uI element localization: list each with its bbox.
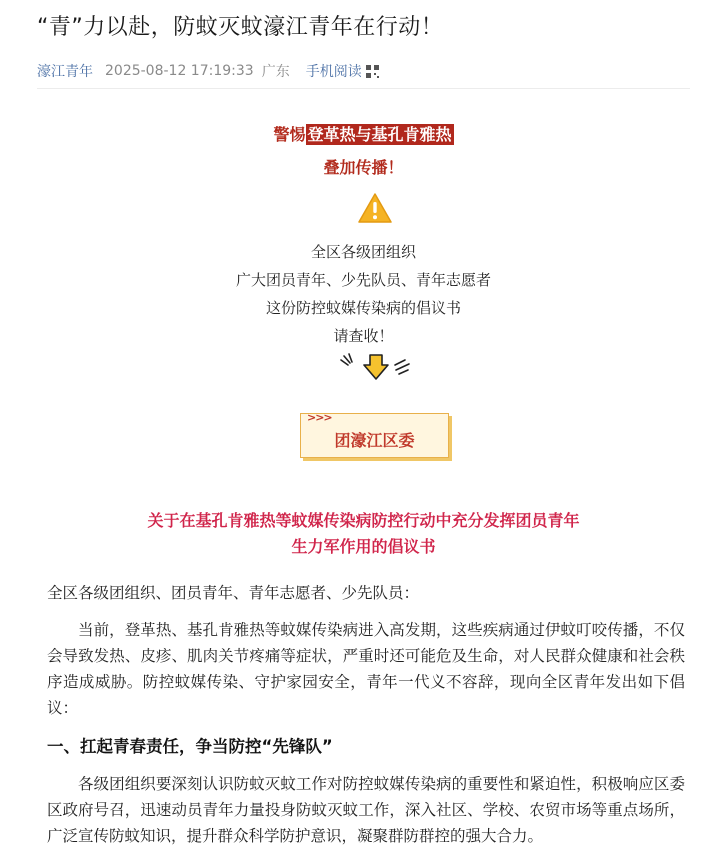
section-heading-1: 一、扛起青春责任，争当防控“先锋队” <box>47 737 333 756</box>
document-title-line-1: 关于在基孔肯雅热等蚊媒传染病防控行动中充分发挥团员青年 <box>147 511 580 530</box>
badge-chevrons: >>> <box>307 411 332 424</box>
warning-headline <box>0 122 727 145</box>
paragraph-1: 当前，登革热、基孔肯雅热等蚊媒传染病进入高发期，这些疾病通过伊蚊叮咬传播，不仅会导致发热、皮疹、肌肉关节疼痛等症状，严重时还可能危及生命，对人民群众健康和社会秩序造成威胁。防控蚊媒传染、守护家园安全，青年一代义不容辞，现向全区青年发出如下倡议： <box>47 621 685 717</box>
header-divider <box>37 88 690 89</box>
paragraph-2: 各级团组织要深刻认识防蚊灭蚊工作对防控蚊媒传染病的重要性和紧迫性，积极响应区委区政府号召，迅速动员青年力量投身防蚊灭蚊工作，深入社区、学校、农贸市场等重点场所，广泛宣传防蚊知识，提升群众科学防护意识，凝聚群防群控的强大合力。 <box>47 775 685 845</box>
intro-line-3: 这份防控蚊媒传染病的倡议书 <box>265 299 461 317</box>
mobile-read-link[interactable]: 手机阅读 <box>305 64 362 80</box>
document-title-line-2: 生力军作用的倡议书 <box>291 537 436 556</box>
publish-time: 2025-08-12 17:19:33 <box>105 63 254 79</box>
intro-line-1: 全区各级团组织 <box>310 243 416 261</box>
spread-notice: 叠加传播！ <box>323 158 404 177</box>
article-title: “青”力以赴，防蚊灭蚊濠江青年在行动！ <box>37 15 444 40</box>
article-meta <box>37 61 379 81</box>
warning-icon <box>358 193 392 223</box>
qr-code-icon[interactable] <box>366 65 379 78</box>
salutation: 全区各级团组织、团员青年、青年志愿者、少先队员： <box>47 584 420 602</box>
source-link[interactable]: 濠江青年 <box>37 64 93 80</box>
down-arrow-icon <box>339 352 413 382</box>
org-badge <box>300 413 449 458</box>
intro-line-2: 广大团员青年、少先队员、青年志愿者 <box>235 271 491 289</box>
publish-location: 广东 <box>261 64 290 80</box>
warning-highlight: 登革热与基孔肯雅热 <box>307 125 452 144</box>
intro-line-4: 请查收！ <box>333 327 394 345</box>
badge-text: 团濠江区委 <box>334 431 415 450</box>
warning-prefix: 警惕 <box>273 125 306 144</box>
